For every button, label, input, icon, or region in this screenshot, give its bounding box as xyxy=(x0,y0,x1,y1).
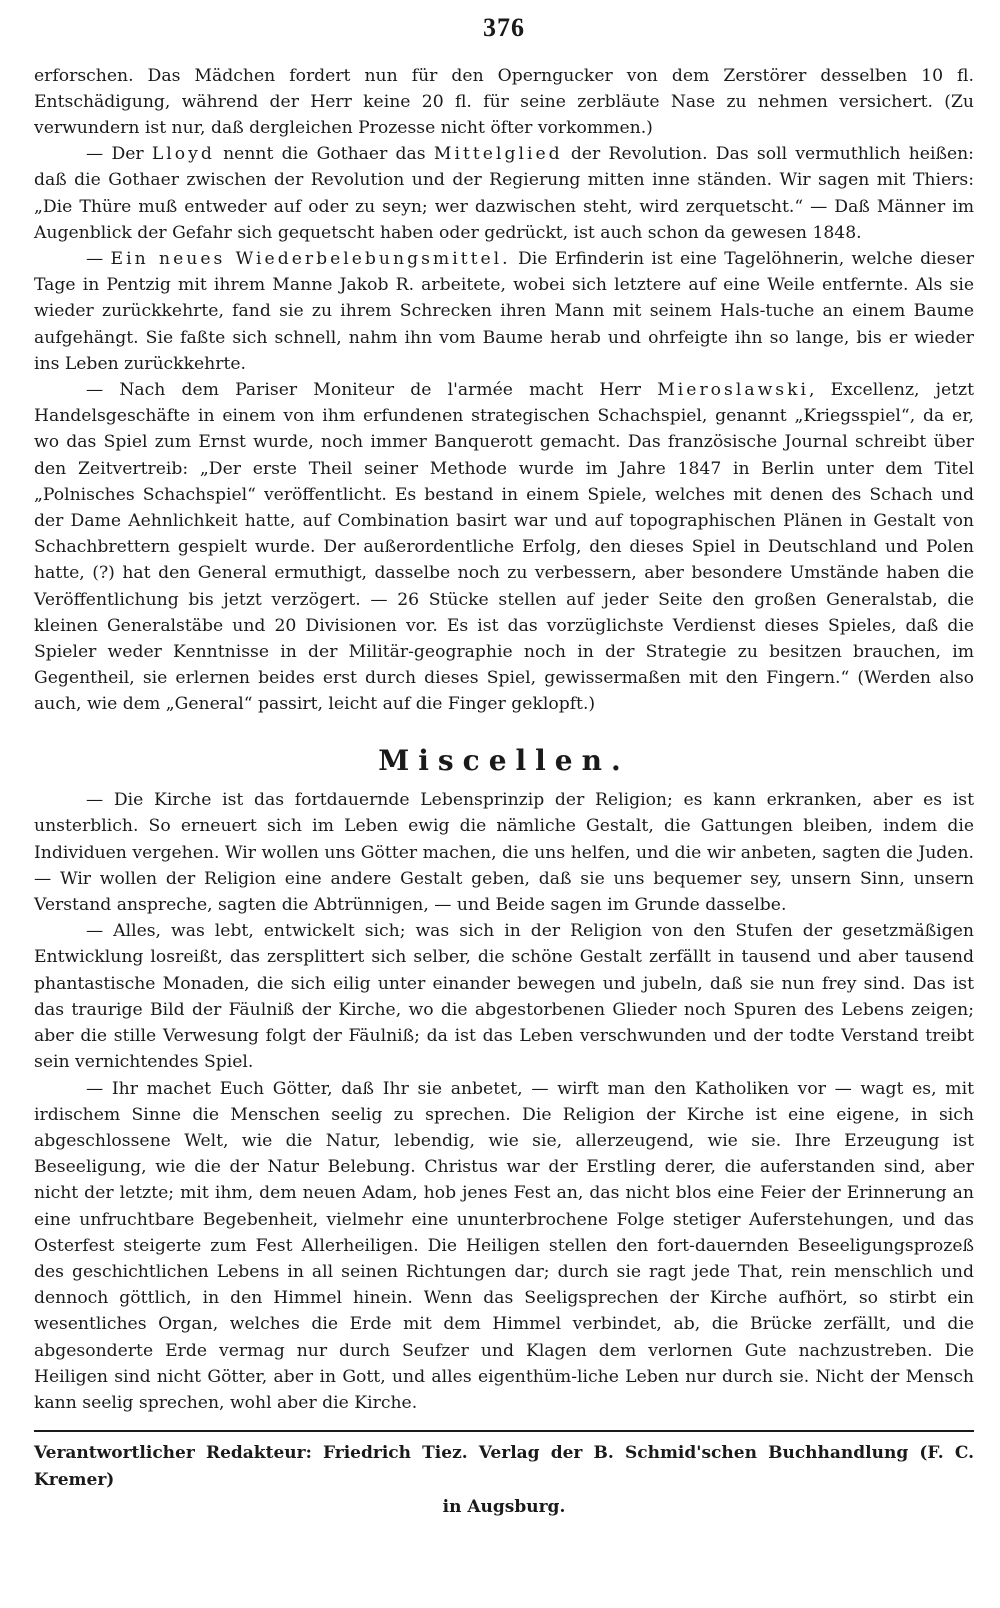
spaced-heading-wiederbelebungsmittel: Ein neues Wiederbelebungsmittel. xyxy=(110,249,511,270)
footer-imprint: Verantwortlicher Redakteur: Friedrich Tiez. Verlag der B. Schmid'schen Buchhandlung (F. C. Kremer) xyxy=(34,1443,974,1491)
paragraph-rest: , Excellenz, jetzt Handelsgeschäfte in einem von ihm erfundenen strategischen Schachspiel, genannt „Kriegsspiel“, da er, wo das Spiel zum Ernst wurde, noch immer Banquerott gemacht. Das französische Journal schreibt über den Zeitvertreib: „Der erste Theil seiner Methode wurde im Jahre 1847 in Berlin unter dem Titel „Polnisches Schachspiel“ veröffentlicht. Es bestand in einem Spiele, welches mit denen des Schach und der Dame Aehnlichkeit hatte, auf Combination basirt war und auf topographischen Plänen in Gestalt von Schachbrettern gespielt wurde. Der außerordentliche Erfolg, den dieses Spiel in Deutschland und Polen hatte, (?) hat den General ermuthigt, dasselbe noch zu verbessern, aber besondere Umstände haben die Veröffentlichung bis jetzt verzögert. — 26 Stücke stellen auf jeder Seite den großen Generalstab, die kleinen Generalstäbe und 20 Divisionen vor. Es ist das vorzüglichste Verdienst dieses Spieles, daß die Spieler weder Kenntnisse in der Militär-geographie noch in der Strategie zu besitzen brauchen, im Gegentheil, sie erlernen beides erst durch dieses Spiel, gewissermaßen mit den Fingern.“ (Werden also auch, wie dem „General“ passirt, leicht auf die Finger geklopft.) xyxy=(34,380,974,715)
paragraph-text: erforschen. Das Mädchen fordert nun für den Operngucker von dem Zerstörer desselben 10 fl. Entschädigung, während der Herr keine 20 fl. für seine zerbläute Nase zu nehmen versichert. (Zu verwundern ist nur, daß dergleichen Prozesse nicht öfter vorkommen.) xyxy=(34,65,974,138)
paragraph-lead: — Der xyxy=(86,144,152,165)
paragraph-rest: der Revolution. Das soll vermuthlich heißen: daß die Gothaer zwischen der Revolution und der Regierung mitten inne ständen. Wir sagen mit Thiers: „Die Thüre muß entweder auf oder zu seyn; wer dazwischen steht, wird zerquetscht.“ — Daß Männer im Augenblick der Gefahr sich gequetscht haben oder gedrückt, ist auch schon da gewesen 1848. xyxy=(34,144,974,243)
page-number: 376 xyxy=(483,13,525,42)
upper-article-block xyxy=(34,63,974,718)
paragraph-lloyd xyxy=(34,141,974,246)
paragraph-kirche-lebensprinzip: — Die Kirche ist das fortdauernde Lebensprinzip der Religion; es kann erkranken, aber es ist unsterblich. So erneuert sich im Leben ewig die nämliche Gestalt, die Gattungen bleiben, indem die Individuen vergehen. Wir wollen uns Götter machen, die uns helfen, und die wir anbeten, sagten die Juden. — Wir wollen der Religion eine andere Gestalt geben, daß sie uns bequemer sey, unsern Sinn, unsern Verstand anspreche, sagten die Abtrünnigen, — und Beide sagen im Grunde dasselbe. xyxy=(34,790,974,916)
paragraph-goetter-anbetet: — Ihr machet Euch Götter, daß Ihr sie anbetet, — wirft man den Katholiken vor — wagt es, mit irdischem Sinne die Menschen seelig zu sprechen. Die Religion der Kirche ist eine eigene, in sich abgeschlossene Welt, wie die Natur, lebendig, wie sie, allerzeugend, wie sie. Ihre Erzeugung ist Beseeligung, wie die der Natur Belebung. Christus war der Erstling derer, die auferstanden sind, aber nicht der letzte; mit ihm, dem neuen Adam, hob jenes Fest an, das nicht blos eine Feier der Erinnerung an eine unfruchtbare Begebenheit, vielmehr eine ununterbrochene Folge stetiger Auferstehungen, und das Osterfest steigerte zum Fest Allerheiligen. Die Heiligen stellen den fort-dauernden Beseeligungsprozeß des geschichtlichen Lebens in all seinen Richtungen dar; durch sie ragt jede That, rein menschlich und dennoch göttlich, in den Himmel hinein. Wenn das Seeligsprechen der Kirche aufhört, so stirbt ein wesentliches Organ, welches die Erde mit dem Himmel verbindet, ab, die Brücke zerfällt, und die abgesonderte Erde vermag nur durch Seufzer und Klagen dem verlornen Gute nachzustreben. Die Heiligen sind nicht Götter, aber in Gott, und alles eigenthüm-liche Leben nur durch sie. Nicht der Mensch kann seelig sprechen, wohl aber die Kirche. xyxy=(34,1078,974,1413)
spaced-name-mieroslawski: Mieroslawski xyxy=(657,380,810,401)
spaced-term-mittelglied: Mittelglied xyxy=(433,144,563,165)
paragraph-lead: — xyxy=(86,249,111,270)
paragraph-operngucker xyxy=(34,63,974,142)
footer-imprint-city: in Augsburg. xyxy=(442,1497,566,1518)
spaced-term-lloyd: Lloyd xyxy=(151,144,215,165)
paragraph-lead: — Nach dem Pariser Moniteur de l'armée macht Herr xyxy=(86,380,658,401)
footer-divider xyxy=(34,1430,974,1432)
paragraph-rest: Die Erfinderin ist eine Tagelöhnerin, welche dieser Tage in Pentzig mit ihrem Manne Jakob R. arbeitete, wobei sich letztere auf eine Weile entfernte. Als sie wieder zurückkehrte, fand sie zu ihrem Schrecken ihren Mann mit seinem Hals-tuche an einem Baume aufgehängt. Sie faßte sich schnell, nahm ihn vom Baume herab und ohrfeigte ihn so lange, bis er wieder ins Leben zurückkehrte. xyxy=(34,249,975,374)
paragraph-wiederbelebungsmittel xyxy=(34,246,974,377)
paragraph-mid: nennt die Gothaer das xyxy=(214,144,434,165)
miscellen-block xyxy=(34,787,974,1416)
paragraph-alles-entwickelt: — Alles, was lebt, entwickelt sich; was sich in der Religion von den Stufen der gesetzmäßigen Entwicklung losreißt, das zersplittert sich selber, die schöne Gestalt zerfällt in tausend und aber tausend phantastische Monaden, die sich eilig unter einander bewegen und jubeln, daß sie nun frey sind. Das ist das traurige Bild der Fäulniß der Kirche, wo die abgestorbenen Glieder noch Spuren des Lebens zeigen; aber die stille Verwesung folgt der Fäulniß; da ist das Leben verschwunden und der todte Verstand treibt sein vernichtendes Spiel. xyxy=(34,921,974,1073)
paragraph-mieroslawski xyxy=(34,377,974,718)
section-title-miscellen: Miscellen. xyxy=(378,743,630,777)
